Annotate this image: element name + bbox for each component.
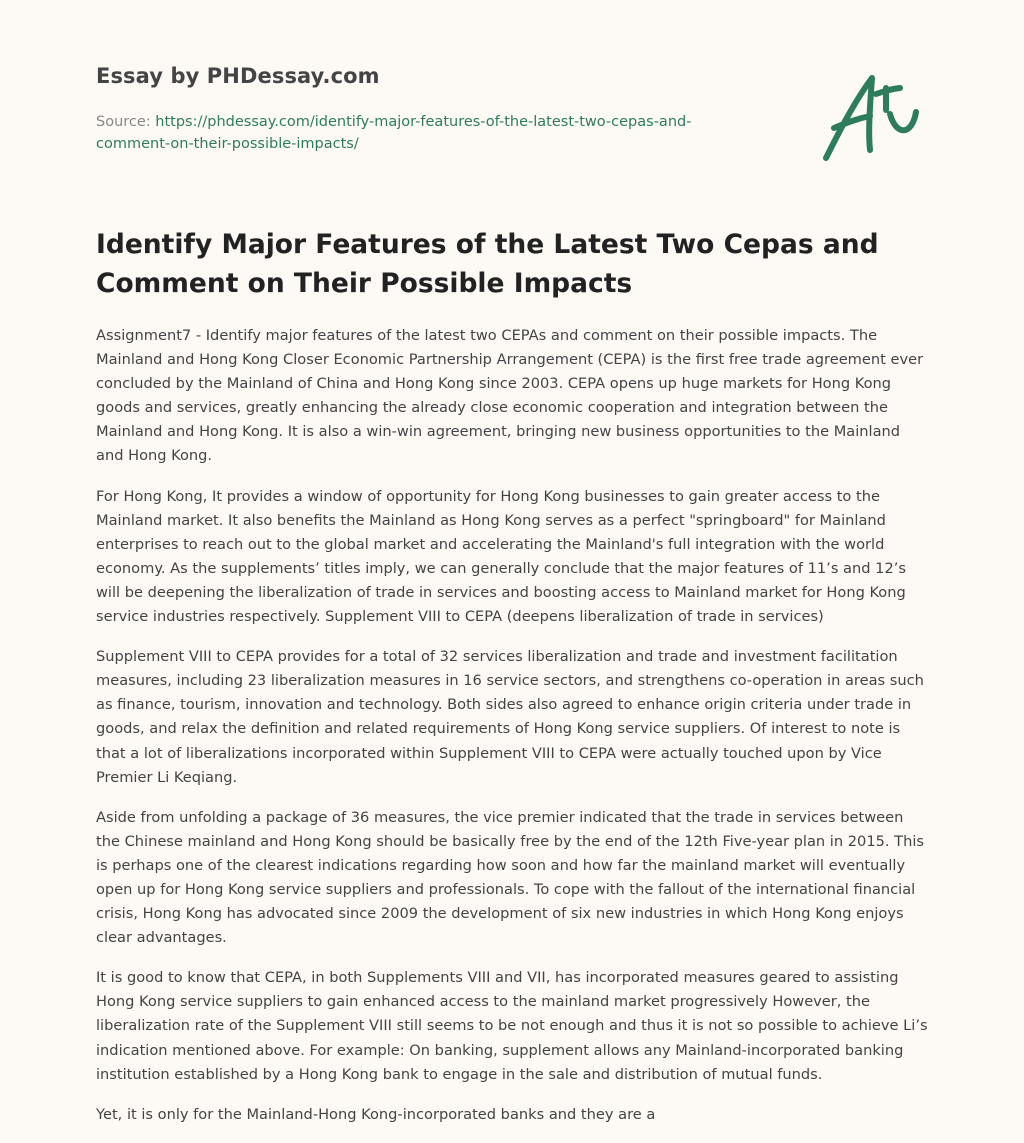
a-plus-logo-icon	[820, 66, 928, 166]
source-line	[96, 111, 746, 155]
source-link[interactable]: https://phdessay.com/identify-major-features-of-the-latest-two-cepas-and-comment-on-their-possible-impacts/	[96, 114, 692, 152]
essay-body	[96, 324, 928, 1143]
essay-paragraph: It is good to know that CEPA, in both Supplements VIII and VII, has incorporated measures geared to assisting Hong Kong service suppliers to gain enhanced access to the mainland market progressively However, the liberalization rate of the Supplement VIII still seems to be not enough and thus it is not so possible to achieve Li’s indication mentioned above. For example: On banking, supplement allows any Mainland-incorporated banking institution established by a Hong Kong bank to engage in the sale and distribution of mutual funds.	[96, 969, 928, 1083]
essay-paragraph: Yet, it is only for the Mainland-Hong Kong-incorporated banks and they are a	[96, 1105, 656, 1123]
essay-paragraph: Aside from unfolding a package of 36 measures, the vice premier indicated that the trade in services between the Chinese mainland and Hong Kong should be basically free by the end of the 12th Five-year plan in 2015. This is perhaps one of the clearest indications regarding how soon and how far the mainland market will eventually open up for Hong Kong service suppliers and professionals. To cope with the fallout of the international financial crisis, Hong Kong has advocated since 2009 the development of six new industries in which Hong Kong enjoys clear advantages.	[96, 808, 924, 947]
essay-paragraph: For Hong Kong, It provides a window of opportunity for Hong Kong businesses to gain greater access to the Mainland market. It also benefits the Mainland as Hong Kong serves as a perfect "springboard" for Mainland enterprises to reach out to the global market and accelerating the Mainland's full integration with the world economy. As the supplements’ titles imply, we can generally conclude that the major features of 11’s and 12’s will be deepening the liberalization of trade in services and boosting access to Mainland market for Hong Kong service industries respectively. Supplement VIII to CEPA (deepens liberalization of trade in services)	[96, 487, 906, 626]
site-brand: Essay by PHDessay.com	[96, 64, 380, 88]
essay-paragraph: Supplement VIII to CEPA provides for a total of 32 services liberalization and trade and investment facilitation measures, including 23 liberalization measures in 16 service sectors, and strengthens co-operation in areas such as finance, tourism, innovation and technology. Both sides also agreed to enhance origin criteria under trade in goods, and relax the definition and related requirements of Hong Kong service suppliers. Of interest to note is that a lot of liberalizations incorporated within Supplement VIII to CEPA were actually touched upon by Vice Premier Li Keqiang.	[96, 648, 924, 786]
essay-paragraph: Assignment7 - Identify major features of the latest two CEPAs and comment on their possible impacts. The Mainland and Hong Kong Closer Economic Partnership Arrangement (CEPA) is the first free trade agreement ever concluded by the Mainland of China and Hong Kong since 2003. CEPA opens up huge markets for Hong Kong goods and services, greatly enhancing the already close economic cooperation and integration between the Mainland and Hong Kong. It is also a win-win agreement, bringing new business opportunities to the Mainland and Hong Kong.	[96, 327, 924, 465]
source-label: Source:	[96, 114, 151, 130]
essay-title: Identify Major Features of the Latest Two Cepas and Comment on Their Possible Impacts	[96, 229, 879, 299]
